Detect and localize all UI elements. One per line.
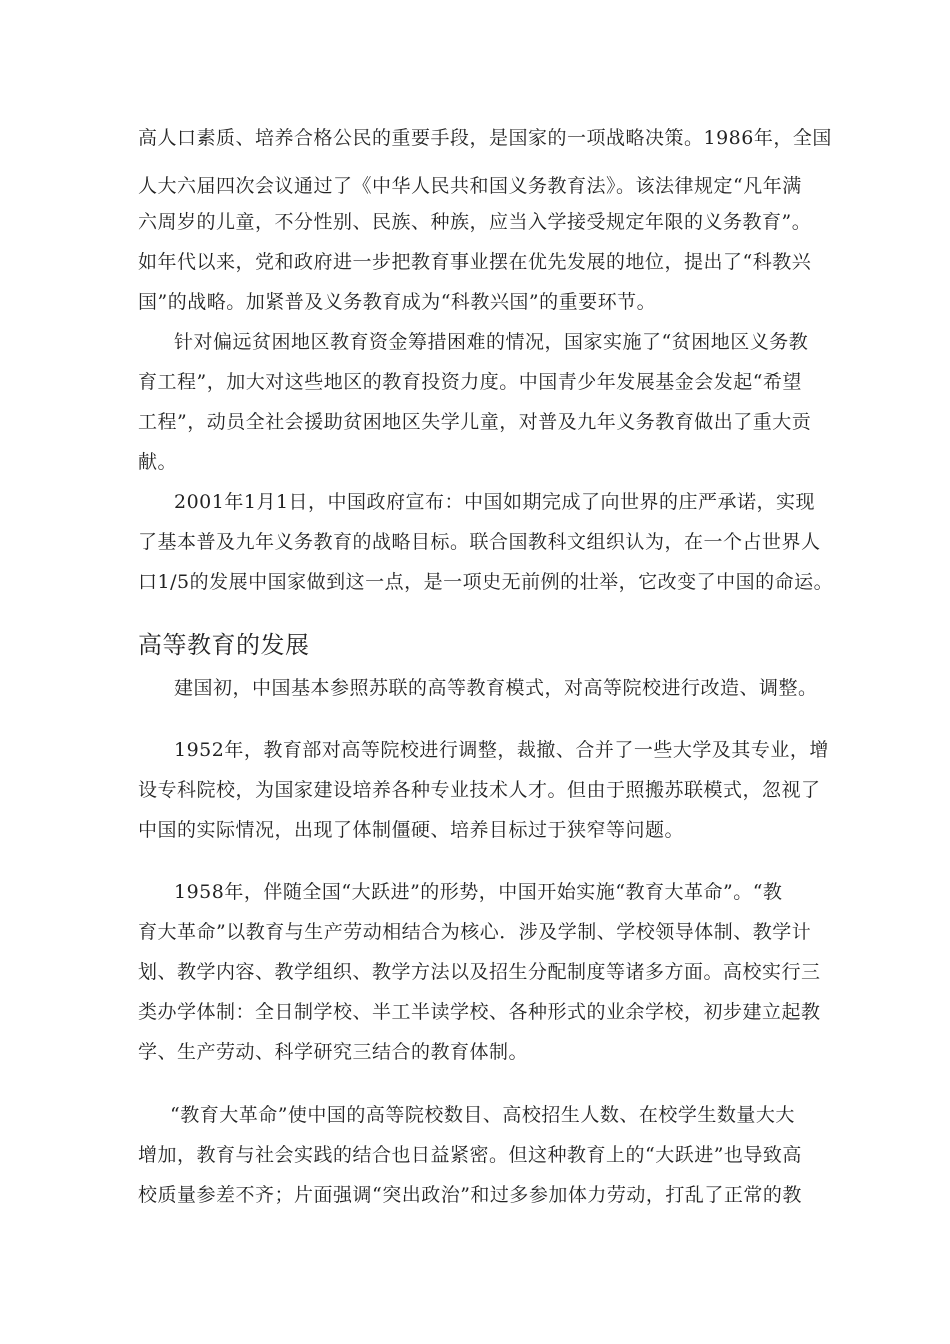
- paragraph-6-line-4: 类办学体制：全日制学校、半工半读学校、各种形式的业余学校，初步建立起教: [138, 1001, 821, 1023]
- paragraph-1-line-5: 国”的战略。加紧普及义务教育成为“科教兴国”的重要环节。: [138, 291, 657, 313]
- paragraph-3-line-3: 口1/5的发展中国家做到这一点，是一项史无前例的壮举，它改变了中国的命运。: [138, 571, 834, 593]
- paragraph-7-line-2: 增加，教育与社会实践的结合也日益紧密。但这种教育上的“大跃进”也导致高: [138, 1144, 802, 1166]
- paragraph-2-line-2: 育工程”，加大对这些地区的教育投资力度。中国青少年发展基金会发起“希望: [138, 371, 802, 393]
- paragraph-5-line-2: 设专科院校，为国家建设培养各种专业技术人才。但由于照搬苏联模式，忽视了: [138, 779, 821, 801]
- paragraph-1-line-3: 六周岁的儿童，不分性别、民族、种族，应当入学接受规定年限的义务教育”。: [138, 211, 812, 233]
- paragraph-6-line-1: 1958年，伴随全国“大跃进”的形势，中国开始实施“教育大革命”。“教: [174, 881, 783, 903]
- paragraph-7-line-1: “教育大革命”使中国的高等院校数目、高校招生人数、在校学生数量大大: [170, 1104, 795, 1126]
- paragraph-3-line-2: 了基本普及九年义务教育的战略目标。联合国教科文组织认为，在一个占世界人: [138, 531, 821, 553]
- paragraph-6-line-5: 学、生产劳动、科学研究三结合的教育体制。: [138, 1041, 529, 1063]
- paragraph-2-line-4: 献。: [138, 451, 178, 473]
- paragraph-4-line-1: 建国初，中国基本参照苏联的高等教育模式，对高等院校进行改造、调整。: [174, 677, 818, 699]
- paragraph-5-line-3: 中国的实际情况，出现了体制僵硬、培养目标过于狭窄等问题。: [138, 819, 685, 841]
- paragraph-2-line-1: 针对偏远贫困地区教育资金筹措困难的情况，国家实施了“贫困地区义务教: [174, 331, 809, 353]
- paragraph-1-line-2: 人大六届四次会议通过了《中华人民共和国义务教育法》。该法律规定“凡年满: [138, 175, 802, 197]
- paragraph-1-line-4: 如年代以来，党和政府进一步把教育事业摆在优先发展的地位，提出了“科教兴: [138, 251, 812, 273]
- paragraph-5-line-1: 1952年，教育部对高等院校进行调整，裁撤、合并了一些大学及其专业，增: [174, 739, 829, 761]
- paragraph-6-line-2: 育大革命”以教育与生产劳动相结合为核心．涉及学制、学校领导体制、教学计: [138, 921, 812, 943]
- paragraph-2-line-3: 工程”，动员全社会援助贫困地区失学儿童，对普及九年义务教育做出了重大贡: [138, 411, 812, 433]
- paragraph-1-line-1: 高人口素质、培养合格公民的重要手段，是国家的一项战略决策。1986年，全国: [138, 127, 832, 149]
- paragraph-7-line-3: 校质量参差不齐；片面强调“突出政治”和过多参加体力劳动，打乱了正常的教: [138, 1184, 802, 1206]
- paragraph-6-line-3: 划、教学内容、教学组织、教学方法以及招生分配制度等诸多方面。高校实行三: [138, 961, 821, 983]
- paragraph-3-line-1: 2001年1月1日，中国政府宣布：中国如期完成了向世界的庄严承诺，实现: [174, 491, 816, 513]
- section-heading: 高等教育的发展: [138, 631, 310, 659]
